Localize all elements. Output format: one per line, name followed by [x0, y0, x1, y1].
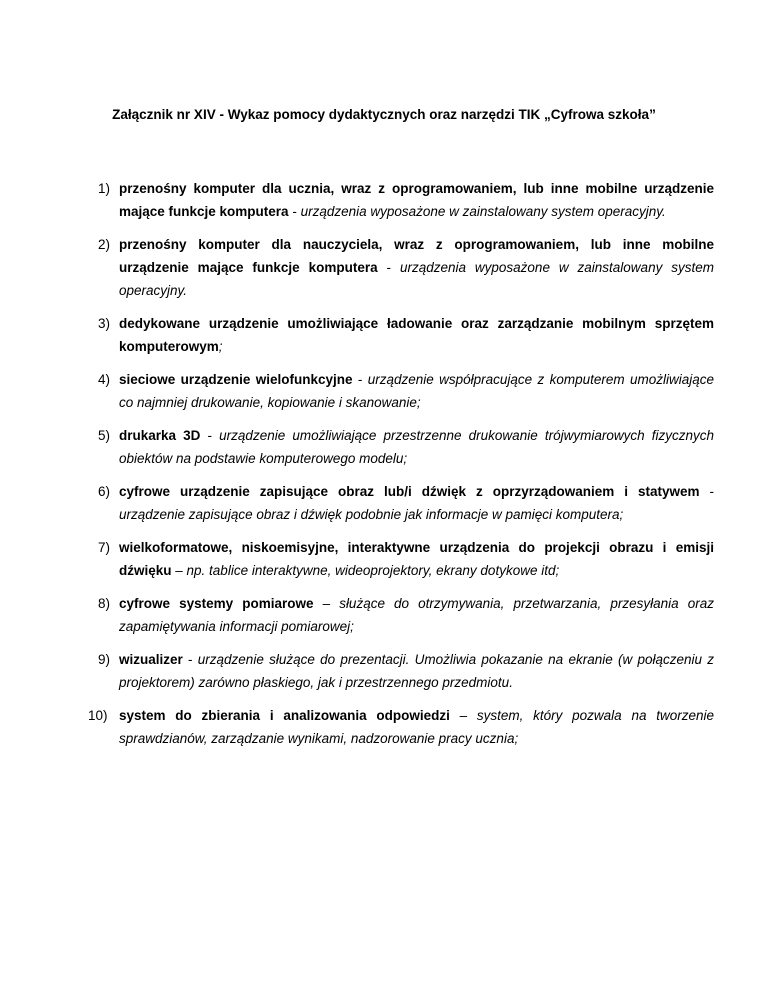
item-separator: - — [182, 652, 198, 667]
item-term: wielkoformatowe, niskoemisyjne, interaktywne urządzenia do projekcji obrazu i emisji dźwięku — [119, 540, 714, 578]
item-separator: - — [377, 260, 400, 275]
list-item — [98, 536, 714, 582]
list-item — [98, 177, 714, 223]
item-separator: - — [200, 428, 220, 443]
list-item — [98, 480, 714, 526]
item-separator: - — [699, 484, 714, 499]
item-description: służące do otrzymywania, przetwarzania, przesyłania oraz zapamiętywania informacji pomiarowej; — [119, 596, 715, 634]
item-separator: - — [352, 372, 368, 387]
item-term: sieciowe urządzenie wielofunkcyjne — [119, 372, 353, 387]
list-item — [98, 312, 714, 358]
item-description: urządzenia wyposażone w zainstalowany system operacyjny. — [119, 260, 714, 298]
item-separator: – — [171, 563, 187, 578]
item-description: urządzenie służące do prezentacji. Umożliwia pokazanie na ekranie (w połączeniu z projektorem) zarówno płaskiego, jak i przestrzennego przedmiotu. — [119, 652, 714, 690]
item-description: np. tablice interaktywne, wideoprojektory, ekrany dotykowe itd; — [186, 563, 560, 578]
item-separator: – — [313, 596, 340, 611]
item-term: dedykowane urządzenie umożliwiające ładowanie oraz zarządzanie mobilnym sprzętem komputerowym — [119, 316, 714, 354]
item-term: przenośny komputer dla nauczyciela, wraz z oprogramowaniem, lub inne mobilne urządzenie mające funkcje komputera — [119, 237, 714, 275]
item-number: 1) — [98, 181, 111, 196]
list-item — [88, 704, 714, 750]
item-term: system do zbierania i analizowania odpowiedzi — [119, 708, 450, 723]
item-description: ; — [218, 339, 223, 354]
item-number: 3) — [98, 316, 111, 331]
list-item — [98, 368, 714, 414]
list-item — [98, 648, 714, 694]
item-term: cyfrowe systemy pomiarowe — [119, 596, 314, 611]
item-number: 8) — [98, 596, 111, 611]
item-number: 2) — [98, 237, 111, 252]
item-term: cyfrowe urządzenie zapisujące obraz lub/i dźwięk z oprzyrządowaniem i statywem — [119, 484, 700, 499]
item-number: 9) — [98, 652, 111, 667]
item-separator: - — [288, 204, 301, 219]
item-description: urządzenie umożliwiające przestrzenne drukowanie trójwymiarowych fizycznych obiektów na podstawie komputerowego modelu; — [119, 428, 714, 466]
item-number: 10) — [88, 708, 108, 723]
item-number: 5) — [98, 428, 111, 443]
item-number: 7) — [98, 540, 111, 555]
list-item — [98, 233, 714, 302]
item-term: drukarka 3D — [119, 428, 201, 443]
list-item — [98, 424, 714, 470]
item-description: urządzenia wyposażone w zainstalowany system operacyjny. — [300, 204, 666, 219]
item-term: wizualizer — [119, 652, 183, 667]
item-number: 4) — [98, 372, 111, 387]
page-title: Załącznik nr XIV - Wykaz pomocy dydaktycznych oraz narzędzi TIK „Cyfrowa szkoła” — [112, 107, 656, 122]
item-description: system, który pozwala na tworzenie sprawdzianów, zarządzanie wynikami, nadzorowanie pracy ucznia; — [119, 708, 714, 746]
list-item — [98, 592, 714, 638]
item-description: urządzenie zapisujące obraz i dźwięk podobnie jak informacje w pamięci komputera; — [119, 507, 624, 522]
item-number: 6) — [98, 484, 111, 499]
item-separator: – — [449, 708, 477, 723]
equipment-list — [88, 177, 715, 750]
item-description: urządzenie współpracujące z komputerem umożliwiające co najmniej drukowanie, kopiowanie i skanowanie; — [119, 372, 715, 410]
item-term: przenośny komputer dla ucznia, wraz z oprogramowaniem, lub inne mobilne urządzenie mające funkcje komputera — [119, 181, 714, 219]
